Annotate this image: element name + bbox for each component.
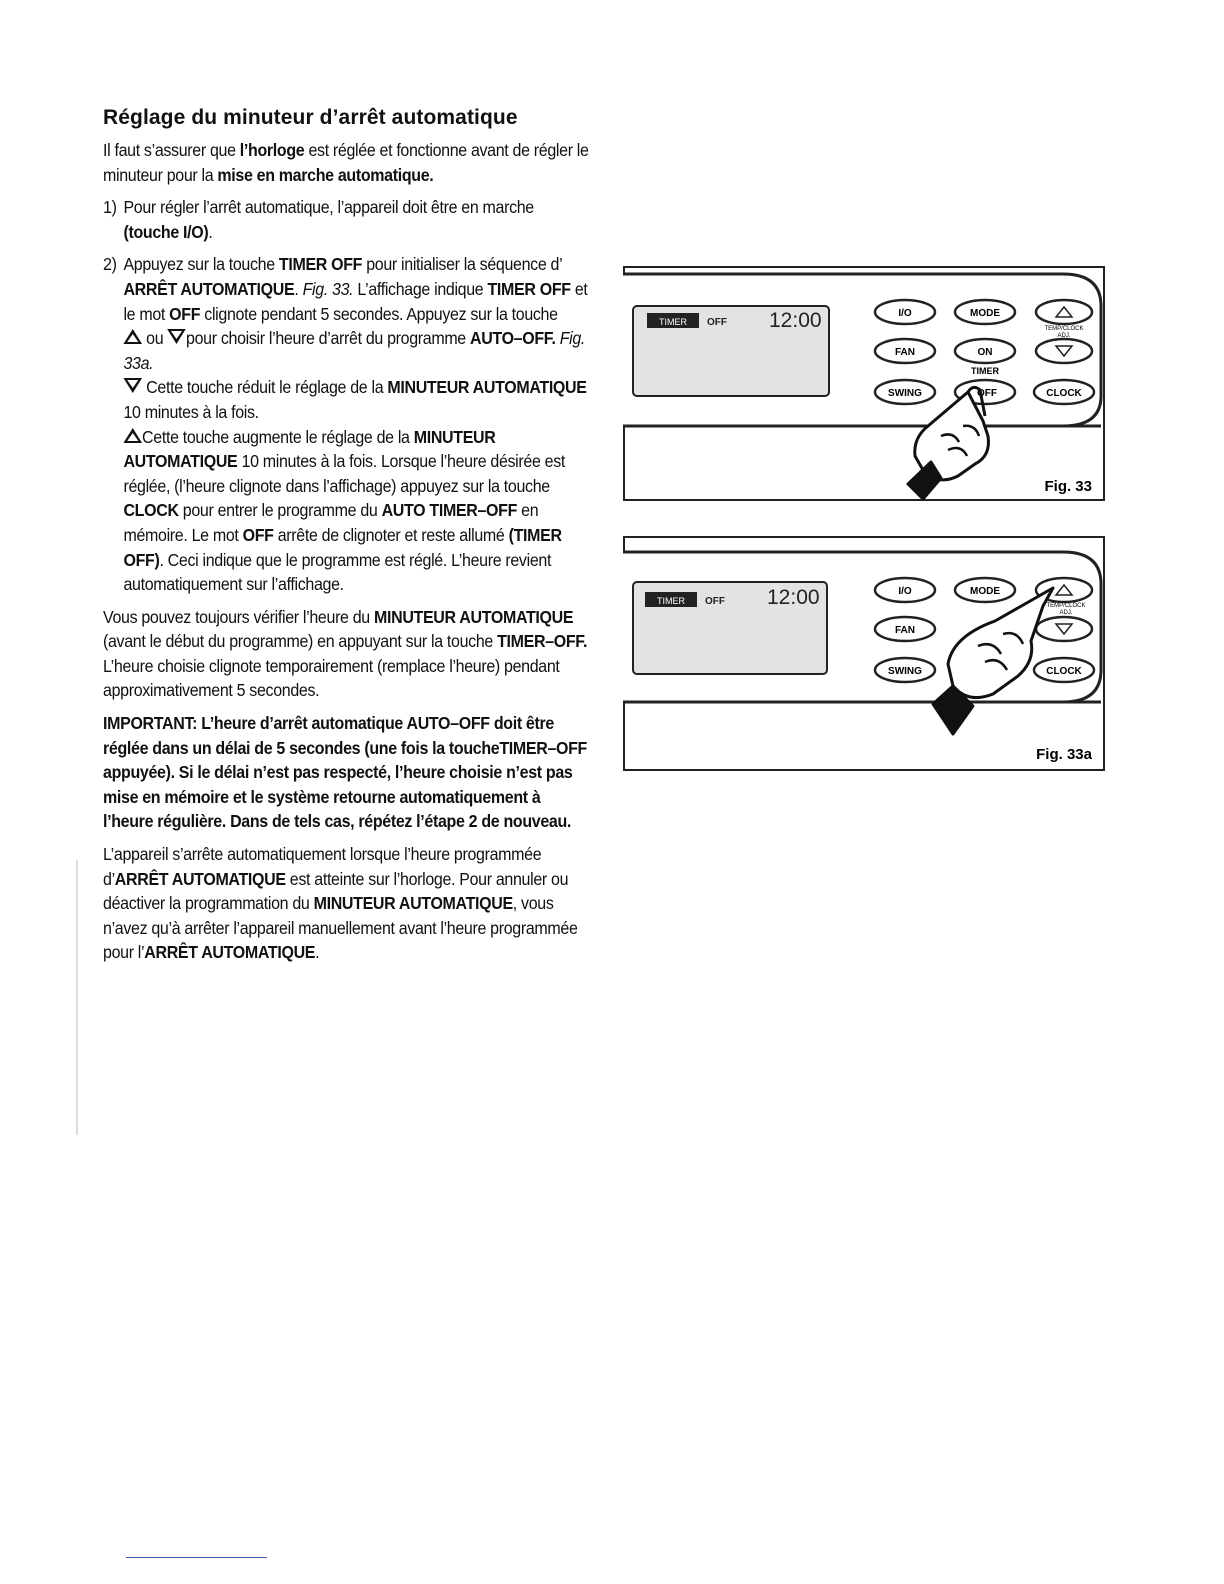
down-button[interactable]	[1036, 339, 1092, 363]
step-bold: MINUTEUR AUTOMATIQUE	[387, 377, 587, 398]
step-text: en mémoire. Le mot	[123, 500, 539, 545]
body-text	[103, 138, 593, 965]
step-bold: AUTO TIMER–OFF	[381, 500, 518, 521]
on-button-label: ON	[977, 347, 993, 358]
para-text: .	[315, 942, 320, 963]
adj-label: ADJ.	[1059, 610, 1073, 616]
up-triangle-icon	[123, 329, 142, 344]
step-text: . Ceci indique que le programme est réglé. L’heure revient automatiquement sur l’affichage.	[123, 549, 552, 595]
scan-margin-line	[76, 860, 78, 1135]
step-1	[103, 195, 593, 244]
figure-33a	[623, 536, 1106, 772]
lcd-timer-label: TIMER	[659, 317, 687, 327]
io-button-label: I/O	[898, 586, 912, 597]
up-button[interactable]	[1036, 300, 1092, 324]
intro-paragraph	[103, 138, 593, 187]
step-text: .	[208, 221, 213, 242]
timer-label: TIMER	[971, 366, 999, 376]
lcd-off-label: OFF	[707, 317, 727, 328]
mode-button-label: MODE	[970, 586, 1000, 597]
step-number: 1)	[103, 197, 117, 218]
intro-bold-clock: l’horloge	[239, 140, 305, 160]
step-bold: TIMER OFF	[278, 254, 363, 275]
down-triangle-icon	[167, 329, 186, 344]
step-text: pour entrer le programme du	[178, 500, 382, 521]
up-triangle-icon	[123, 428, 142, 443]
io-button-label: I/O	[898, 308, 912, 319]
figure-33	[623, 266, 1106, 502]
swing-button-label: SWING	[888, 666, 922, 677]
step-text: .	[294, 278, 303, 299]
intro-text: Il faut s’assurer que	[103, 140, 240, 160]
swing-button-label: SWING	[888, 388, 922, 399]
lcd-off-label: OFF	[705, 596, 725, 607]
mode-button-label: MODE	[970, 308, 1000, 319]
section-title: Réglage du minuteur d’arrêt automatique	[103, 106, 518, 129]
step-bold: ARRÊT AUTOMATIQUE	[123, 278, 295, 299]
para-text: (avant le début du programme) en appuyant sur la touche	[103, 631, 498, 652]
fig-33a-caption: Fig. 33a	[1036, 746, 1092, 763]
check-paragraph	[103, 605, 593, 703]
fig-ref: Fig. 33.	[302, 278, 354, 299]
step-bold: OFF	[242, 524, 274, 545]
step-bold: MINUTEUR AUTOMATIQUE	[123, 426, 496, 472]
para-bold: ARRÊT AUTOMATIQUE	[114, 868, 286, 889]
down-button[interactable]	[1036, 617, 1092, 641]
step-text: pour initialiser la séquence d’	[362, 254, 562, 275]
important-paragraph: IMPORTANT: L’heure d’arrêt automatique AUTO–OFF doit être réglée dans un délai de 5 secondes (une fois la toucheTIMER–OFF appuyée). Si le délai n’est pas respecté, l’heure choisie n’est pas mise en mémoire et le système retourne automatiquement à l’heure régulière. Dans de tels cas, répétez l’étape 2 de nouveau.	[103, 713, 588, 832]
para-text: L’heure choisie clignote temporairement (remplace l’heure) pendant approximativement 5 secondes.	[103, 655, 560, 701]
step-bold: (touche I/O)	[123, 221, 209, 242]
text-column	[103, 106, 593, 973]
off-button-label: OFF	[977, 388, 997, 399]
step-text: Appuyez sur la touche	[123, 254, 279, 275]
step-text: Cette touche réduit le réglage de la	[142, 377, 388, 398]
para-bold: TIMER–OFF.	[497, 631, 588, 652]
clock-button-label: CLOCK	[1046, 666, 1082, 677]
down-triangle-icon	[123, 378, 142, 393]
step-bold: AUTO–OFF.	[469, 328, 556, 349]
step-2	[103, 252, 593, 596]
intro-text: est réglée et fonctionne avant de régler le minuteur pour la	[103, 140, 589, 185]
step-text: clignote pendant 5 secondes. Appuyez sur la touche	[200, 303, 558, 324]
footer-rule	[126, 1557, 267, 1558]
step-bold: OFF	[169, 303, 201, 324]
step-text: Pour régler l’arrêt automatique, l’appareil doit être en marche	[123, 197, 534, 218]
step-text: 10 minutes à la fois. Lorsque l’heure désirée est réglée, (l’heure clignote dans l’affichage) appuyez sur la touche	[123, 451, 565, 496]
clock-button-label: CLOCK	[1046, 388, 1082, 399]
step-text: et le mot	[123, 278, 588, 324]
intro-bold-auto-start: mise en marche automatique.	[217, 164, 434, 185]
closing-paragraph	[103, 842, 593, 965]
para-text: , vous n’avez qu’à arrêter l’appareil manuellement avant l’heure programmée pour l’	[103, 893, 578, 963]
step-text: pour choisir l’heure d’arrêt du programme	[186, 328, 470, 349]
fan-button-label: FAN	[895, 347, 915, 358]
step-bold: CLOCK	[123, 500, 179, 521]
step-bold: (TIMER OFF)	[123, 524, 562, 570]
lcd-timer-label: TIMER	[657, 596, 685, 606]
para-bold: MINUTEUR AUTOMATIQUE	[373, 606, 574, 627]
step-text: arrête de clignoter et reste allumé	[273, 524, 509, 545]
adj-label: ADJ.	[1057, 333, 1071, 339]
para-bold: MINUTEUR AUTOMATIQUE	[313, 893, 513, 914]
fan-button-label: FAN	[895, 625, 915, 636]
para-bold: ARRÊT AUTOMATIQUE	[144, 942, 316, 963]
para-text: L’appareil s’arrête automatiquement lorsque l’heure programmée d’	[103, 844, 542, 889]
step-bold: TIMER OFF	[487, 278, 571, 299]
fig-ref: Fig. 33a.	[123, 328, 586, 373]
para-text: est atteinte sur l’horloge. Pour annuler ou déactiver la programmation du	[103, 868, 569, 914]
tempclock-label: TEMP/CLOCK	[1046, 603, 1086, 609]
fig-33-caption: Fig. 33	[1044, 478, 1092, 495]
step-text: L’affichage indique	[353, 278, 488, 299]
step-text: 10 minutes à la fois.	[123, 401, 259, 422]
para-text: Vous pouvez toujours vérifier l’heure du	[103, 606, 374, 627]
tempclock-label: TEMP/CLOCK	[1044, 326, 1084, 332]
step-text: ou	[142, 328, 168, 349]
step-number: 2)	[103, 254, 117, 275]
lcd-time: 12:00	[767, 586, 820, 609]
step-text: Cette touche augmente le réglage de la	[142, 426, 414, 447]
lcd-time: 12:00	[769, 309, 822, 332]
